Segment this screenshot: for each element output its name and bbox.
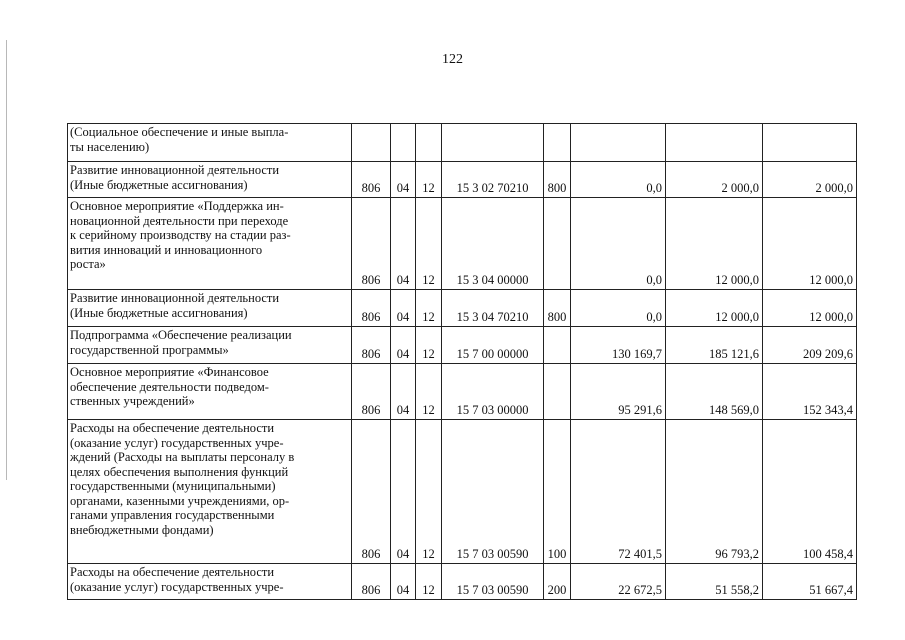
target-article-code: 15 3 04 70210 [442,290,544,327]
row-name: Развитие инновационной деятельности (Иные бюджетные ассигнования) [68,290,352,327]
amount-year-2: 148 569,0 [666,364,763,420]
amount-year-1: 0,0 [571,198,666,290]
row-name: Расходы на обеспечение деятельности (оказание услуг) государственных учре- [68,564,352,600]
expense-type-code [544,198,571,290]
amount-year-3: 152 343,4 [763,364,857,420]
amount-year-2: 12 000,0 [666,290,763,327]
section-code [391,124,416,162]
table-row [68,198,857,290]
target-article-code: 15 7 03 00590 [442,420,544,564]
target-article-code: 15 7 03 00590 [442,564,544,600]
amount-year-1: 130 169,7 [571,327,666,364]
table-row [68,420,857,564]
subsection-code: 12 [416,564,442,600]
target-article-code: 15 7 00 00000 [442,327,544,364]
section-code: 04 [391,564,416,600]
target-article-code: 15 3 02 70210 [442,162,544,198]
subsection-code: 12 [416,420,442,564]
subsection-code: 12 [416,364,442,420]
section-code: 04 [391,420,416,564]
amount-year-2: 12 000,0 [666,198,763,290]
section-code: 04 [391,198,416,290]
row-name: Развитие инновационной деятельности (Иные бюджетные ассигнования) [68,162,352,198]
ved-code: 806 [352,420,391,564]
amount-year-1: 0,0 [571,290,666,327]
target-article-code: 15 3 04 00000 [442,198,544,290]
ved-code [352,124,391,162]
subsection-code: 12 [416,290,442,327]
section-code: 04 [391,162,416,198]
target-article-code [442,124,544,162]
table-row [68,124,857,162]
expense-type-code: 100 [544,420,571,564]
row-name: (Социальное обеспечение и иные выпла- ты населению) [68,124,352,162]
target-article-code: 15 7 03 00000 [442,364,544,420]
amount-year-1: 95 291,6 [571,364,666,420]
row-name: Основное мероприятие «Финансовое обеспечение деятельности подведом- ственных учреждений» [68,364,352,420]
ved-code: 806 [352,327,391,364]
row-name: Основное мероприятие «Поддержка ин- новационной деятельности при переходе к серийному производству на стадии раз- вития инноваций и инновационного роста» [68,198,352,290]
left-margin-line [6,40,7,480]
table-row [68,327,857,364]
amount-year-3: 51 667,4 [763,564,857,600]
section-code: 04 [391,364,416,420]
amount-year-3: 2 000,0 [763,162,857,198]
expense-type-code: 800 [544,162,571,198]
amount-year-3 [763,124,857,162]
amount-year-2: 2 000,0 [666,162,763,198]
amount-year-3: 209 209,6 [763,327,857,364]
amount-year-1: 0,0 [571,162,666,198]
amount-year-2 [666,124,763,162]
row-name: Подпрограмма «Обеспечение реализации государственной программы» [68,327,352,364]
amount-year-2: 185 121,6 [666,327,763,364]
ved-code: 806 [352,198,391,290]
ved-code: 806 [352,564,391,600]
expense-type-code [544,364,571,420]
amount-year-1: 22 672,5 [571,564,666,600]
table-row [68,162,857,198]
subsection-code [416,124,442,162]
table-row [68,364,857,420]
amount-year-1 [571,124,666,162]
amount-year-3: 12 000,0 [763,290,857,327]
amount-year-1: 72 401,5 [571,420,666,564]
expense-type-code [544,124,571,162]
table-row [68,564,857,600]
page-number: 122 [442,52,463,67]
amount-year-3: 100 458,4 [763,420,857,564]
budget-table [67,123,857,600]
subsection-code: 12 [416,162,442,198]
subsection-code: 12 [416,327,442,364]
ved-code: 806 [352,290,391,327]
expense-type-code: 800 [544,290,571,327]
amount-year-2: 51 558,2 [666,564,763,600]
ved-code: 806 [352,162,391,198]
amount-year-2: 96 793,2 [666,420,763,564]
expense-type-code: 200 [544,564,571,600]
ved-code: 806 [352,364,391,420]
table-row [68,290,857,327]
row-name: Расходы на обеспечение деятельности (оказание услуг) государственных учре- ждений (Расходы на выплаты персоналу в целях обеспечения выполнения функций государственными (муниципальными) органами, казенными учреждениями, ор- ганами управления государственными внебюджетными фондами) [68,420,352,564]
section-code: 04 [391,290,416,327]
expense-type-code [544,327,571,364]
subsection-code: 12 [416,198,442,290]
section-code: 04 [391,327,416,364]
amount-year-3: 12 000,0 [763,198,857,290]
